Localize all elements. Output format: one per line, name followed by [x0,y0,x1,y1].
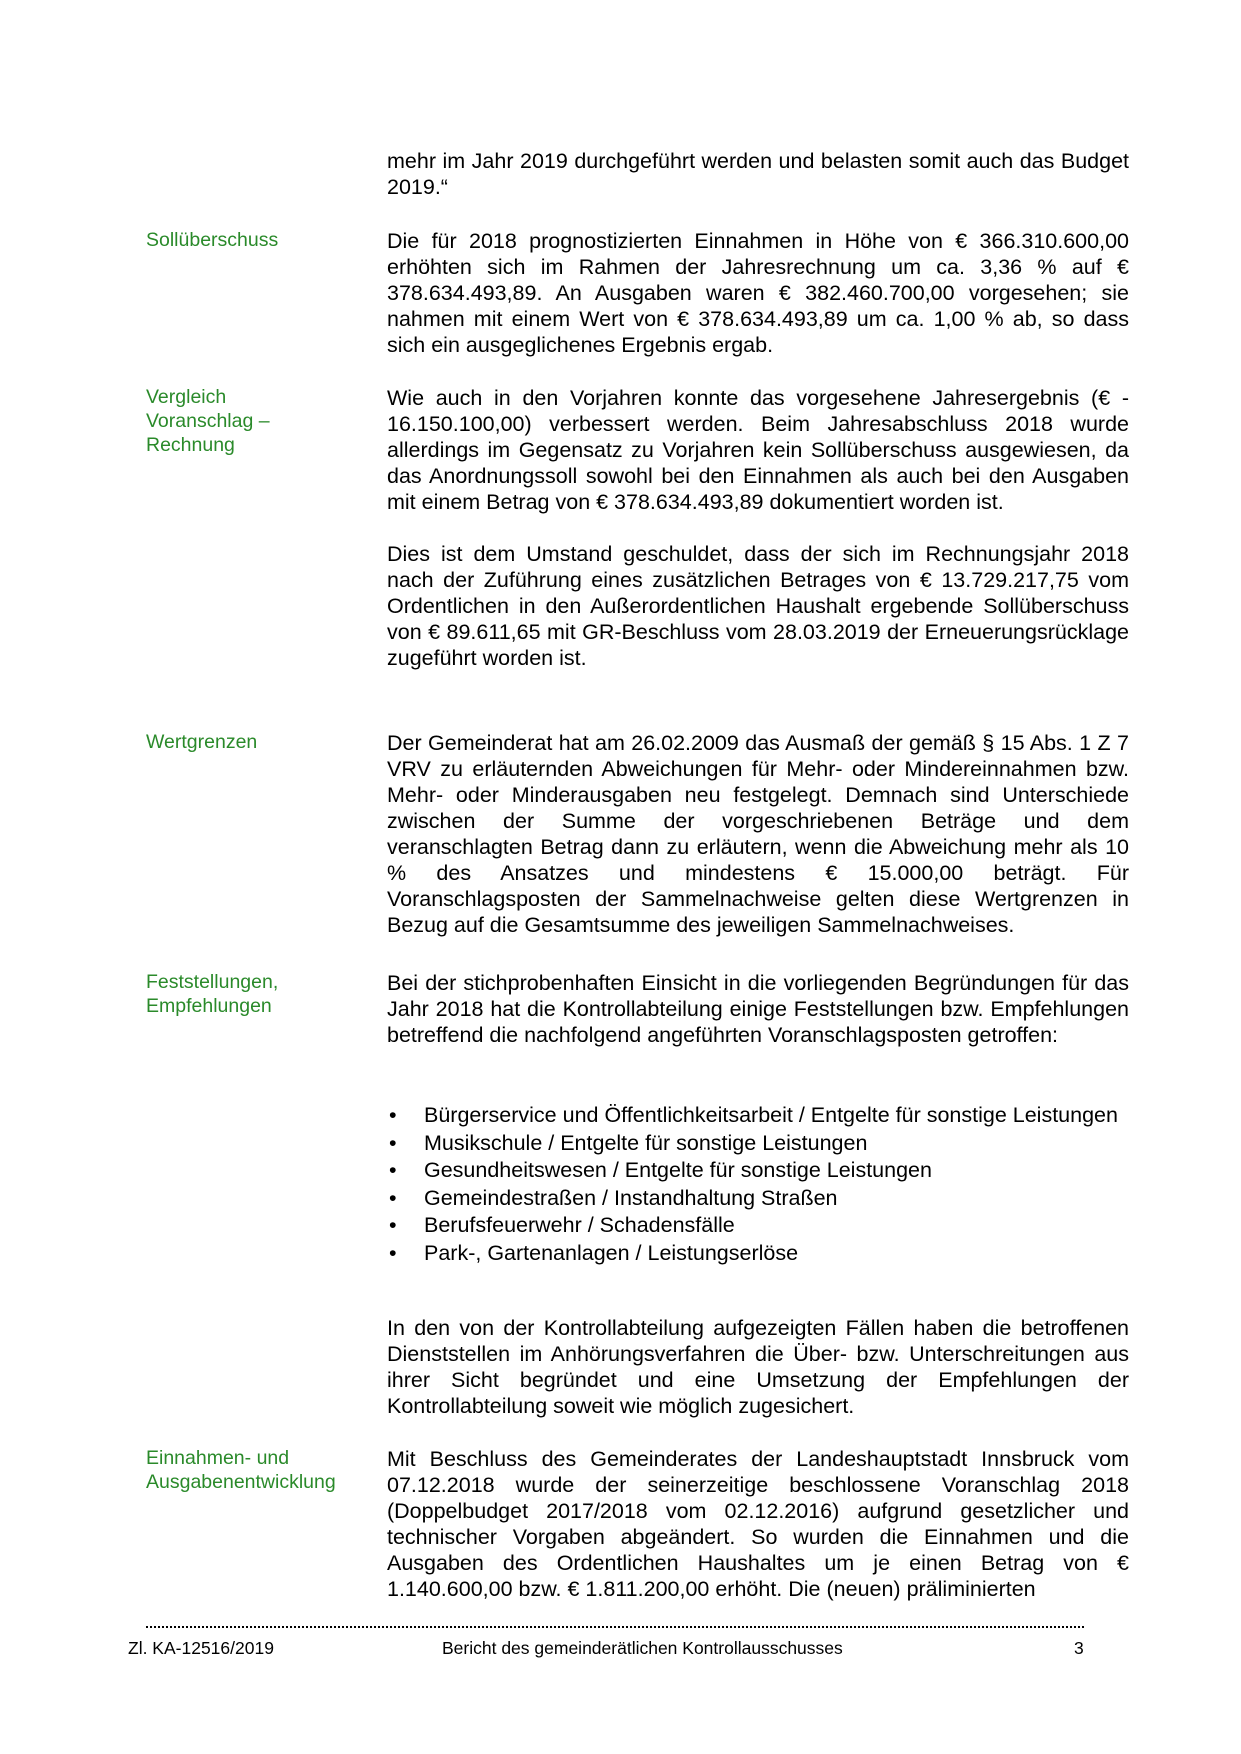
margin-label [146,970,356,1018]
list-item-text: Park-, Gartenanlagen / Leistungserlöse [424,1240,799,1265]
margin-label-line: Vergleich [146,386,227,408]
margin-label-line: Voranschlag – [146,410,270,432]
list-item [387,1240,1129,1268]
list-item [387,1102,1129,1130]
margin-label-line: Einnahmen- und [146,1447,290,1469]
bullet-icon: • [389,1158,397,1182]
continuation-text [387,148,1129,200]
footer-divider [146,1626,1084,1628]
section-text [387,730,1129,938]
margin-label-line: Sollüberschuss [146,229,279,251]
margin-label [146,385,356,457]
paragraph: mehr im Jahr 2019 durchgeführt werden und belasten somit auch das Budget 2019.“ [387,149,1129,199]
paragraph: Die für 2018 prognostizierten Einnahmen in Höhe von € 366.310.600,00 erhöhten sich im Rahmen der Jahresrechnung um ca. 3,36 % auf € 378.634.493,89. An Ausgaben waren € 382.460.700,00 vorgesehen; sie nahmen mit einem Wert von € 378.634.493,89 um ca. 1,00 % ab, so dass sich ein ausgeglichenes Ergebnis ergab. [387,229,1129,357]
list-item [387,1212,1129,1240]
list-item [387,1157,1129,1185]
page-number: 3 [1074,1638,1084,1658]
section-text [387,970,1129,1048]
margin-label [146,730,356,754]
footer-title: Bericht des gemeinderätlichen Kontrollausschusses [442,1638,843,1658]
bullet-icon: • [389,1240,397,1265]
list-item [387,1130,1129,1158]
bullet-list [387,1102,1129,1267]
margin-label-line: Empfehlungen [146,995,272,1017]
margin-label-line: Rechnung [146,434,235,456]
section-text [387,1315,1129,1419]
margin-label-line: Ausgabenentwicklung [146,1471,336,1493]
section-text [387,385,1129,671]
margin-label-line: Feststellungen, [146,971,279,993]
paragraph: Dies ist dem Umstand geschuldet, dass der sich im Rechnungsjahr 2018 nach der Zuführung eines zusätzlichen Betrages von € 13.729.217,75 vom Ordentlichen in den Außerordentlichen Haushalt ergebende Sollüberschuss von € 89.611,65 mit GR-Beschluss vom 28.03.2019 der Erneuerungsrücklage zugeführt worden ist. [387,542,1129,670]
list-item [387,1185,1129,1213]
margin-label [146,228,356,252]
list-item-text: Gesundheitswesen / Entgelte für sonstige Leistungen [424,1158,932,1182]
paragraph: Mit Beschluss des Gemeinderates der Landeshauptstadt Innsbruck vom 07.12.2018 wurde der seinerzeitige beschlossene Voranschlag 2018 (Doppelbudget 2017/2018 vom 02.12.2016) aufgrund gesetzlicher und technischer Vorgaben abgeändert. So wurden die Einnahmen und die Ausgaben des Ordentlichen Haushaltes um je einen Betrag von € 1.140.600,00 bzw. € 1.811.200,00 erhöht. Die (neuen) präliminierten [387,1447,1129,1601]
paragraph: Der Gemeinderat hat am 26.02.2009 das Ausmaß der gemäß § 15 Abs. 1 Z 7 VRV zu erläuternden Abweichungen für Mehr- oder Mindereinnahmen bzw. Mehr- oder Minderausgaben neu festgelegt. Demnach sind Unterschiede zwischen der Summe der vorgeschriebenen Beträge und dem veranschlagten Betrag dann zu erläutern, wenn die Abweichung mehr als 10 % des Ansatzes und mindestens € 15.000,00 beträgt. Für Voranschlagsposten der Sammelnachweise gelten diese Wertgrenzen in Bezug auf die Gesamtsumme des jeweiligen Sammelnachweises. [387,731,1129,937]
paragraph: Bei der stichprobenhaften Einsicht in die vorliegenden Begründungen für das Jahr 2018 hat die Kontrollabteilung einige Feststellungen bzw. Empfehlungen betreffend die nachfolgend angeführten Voranschlagsposten getroffen: [387,971,1129,1047]
margin-label-line: Wertgrenzen [146,731,258,753]
margin-label [146,1446,356,1494]
section-text [387,228,1129,358]
list-item-text: Gemeindestraßen / Instandhaltung Straßen [424,1185,838,1210]
bullet-icon: • [389,1103,397,1127]
bullet-icon: • [389,1213,397,1237]
bullet-icon: • [389,1185,397,1210]
paragraph: Wie auch in den Vorjahren konnte das vorgesehene Jahresergebnis (€ - 16.150.100,00) verbessert werden. Beim Jahresabschluss 2018 wurde allerdings im Gegensatz zu Vorjahren kein Sollüberschuss ausgewiesen, da das Anordnungssoll sowohl bei den Einnahmen als auch bei den Ausgaben mit einem Betrag von € 378.634.493,89 dokumentiert worden ist. [387,386,1129,514]
list-item-text: Berufsfeuerwehr / Schadensfälle [424,1213,735,1237]
list-item-text: Musikschule / Entgelte für sonstige Leistungen [424,1130,868,1155]
list-item-text: Bürgerservice und Öffentlichkeitsarbeit / Entgelte für sonstige Leistungen [424,1103,1118,1127]
paragraph: In den von der Kontrollabteilung aufgezeigten Fällen haben die betroffenen Dienststellen im Anhörungsverfahren die Über- bzw. Unterschreitungen aus ihrer Sicht begründet und eine Umsetzung der Empfehlungen der Kontrollabteilung soweit wie möglich zugesichert. [387,1316,1129,1418]
footer-reference: Zl. KA-12516/2019 [128,1638,274,1658]
section-text [387,1446,1129,1602]
bullet-icon: • [389,1130,397,1155]
